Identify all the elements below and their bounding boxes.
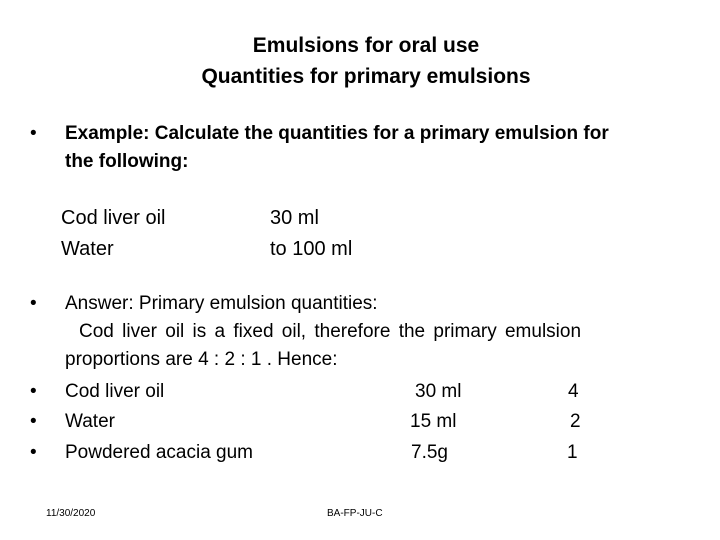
formula-amount-water: to 100 ml xyxy=(270,238,353,260)
answer-line-3: proportions are 4 : 2 : 1 . Hence: xyxy=(65,349,338,370)
quantity-item-cod-liver-oil: Cod liver oil xyxy=(65,381,165,402)
quantity-bullet-2: • xyxy=(30,411,37,432)
title-line-1: Emulsions for oral use xyxy=(252,34,480,57)
example-line-1: Example: Calculate the quantities for a primary emulsion for xyxy=(65,123,609,144)
quantity-amount-cod-liver-oil: 30 ml xyxy=(415,381,462,402)
footer-date: 11/30/2020 xyxy=(46,508,96,519)
quantity-ratio-water: 2 xyxy=(570,411,581,432)
quantity-ratio-cod-liver-oil: 4 xyxy=(568,381,579,402)
example-line-2: the following: xyxy=(65,151,189,172)
footer-code: BA-FP-JU-C xyxy=(327,508,383,519)
answer-line-2: Cod liver oil is a fixed oil, therefore the primary emulsion xyxy=(79,321,582,342)
example-text xyxy=(65,120,609,176)
quantity-item-acacia: Powdered acacia gum xyxy=(65,442,253,463)
formula-item-water: Water xyxy=(61,238,114,260)
quantity-amount-acacia: 7.5g xyxy=(411,442,448,463)
slide-title xyxy=(0,30,720,92)
formula-amounts xyxy=(270,203,352,265)
title-line-2: Quantities for primary emulsions xyxy=(201,65,531,88)
quantity-bullet-3: • xyxy=(30,442,37,463)
answer-line-1: Answer: Primary emulsion quantities: xyxy=(65,293,378,314)
quantity-ratio-acacia: 1 xyxy=(567,442,578,463)
formula-item-cod-liver-oil: Cod liver oil xyxy=(61,207,166,229)
quantity-bullet-1: • xyxy=(30,381,37,402)
formula-items xyxy=(61,203,165,265)
example-bullet: • xyxy=(30,123,37,144)
quantity-amount-water: 15 ml xyxy=(410,411,457,432)
quantity-item-water: Water xyxy=(65,411,115,432)
answer-text xyxy=(65,290,683,374)
answer-bullet: • xyxy=(30,293,37,314)
formula-amount-cod-liver-oil: 30 ml xyxy=(270,207,319,229)
